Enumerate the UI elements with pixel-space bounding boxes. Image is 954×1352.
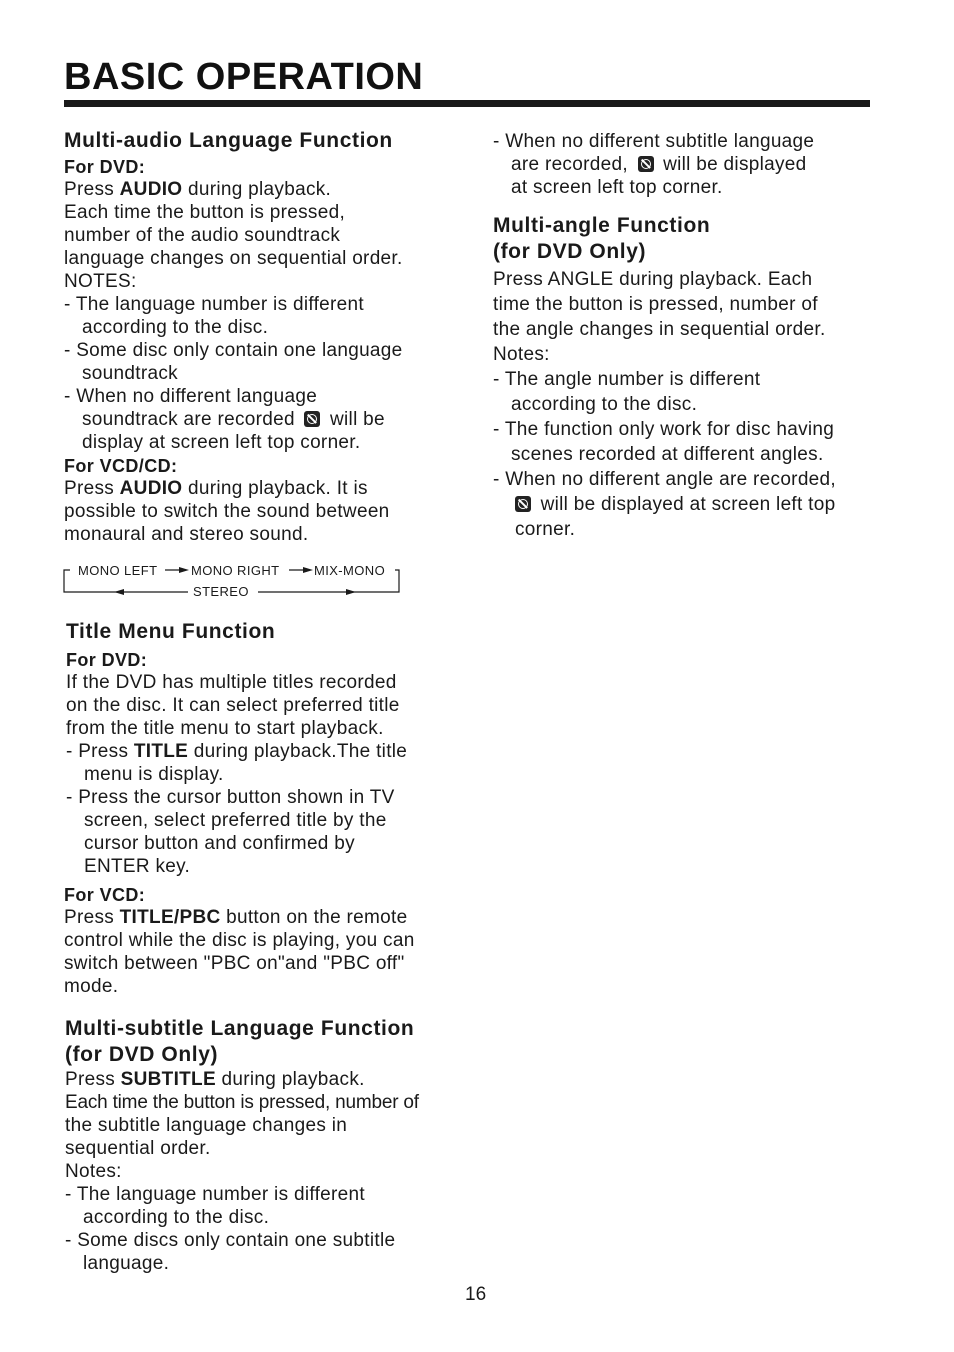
subtitle-heading-sub: (for DVD Only)	[65, 1043, 219, 1066]
audio-press-line	[64, 178, 464, 201]
angle-note: corner.	[515, 519, 576, 540]
angle-note	[493, 492, 913, 517]
title-menu-vcd-line: mode.	[64, 976, 119, 997]
audio-notes-label: NOTES:	[64, 271, 137, 292]
no-entry-icon	[515, 496, 531, 512]
mode-mix-mono: MIX-MONO	[314, 563, 386, 578]
title-menu-line: from the title menu to start playback.	[66, 718, 384, 739]
text: - Press	[66, 741, 134, 762]
angle-note: scenes recorded at different angles.	[511, 444, 824, 465]
subtitle-note	[493, 153, 893, 176]
title-menu-bullet: ENTER key.	[84, 856, 191, 877]
page-number: 16	[465, 1284, 487, 1305]
subtitle-note: at screen left top corner.	[511, 177, 723, 198]
angle-notes-label: Notes:	[493, 344, 550, 365]
title-menu-bullet: - Press the cursor button shown in TV	[66, 787, 395, 808]
text: will be displayed at screen left top	[535, 494, 836, 515]
audio-line: Each time the button is pressed,	[64, 202, 346, 223]
angle-heading-sub: (for DVD Only)	[493, 240, 647, 263]
angle-line: Press ANGLE during playback. Each	[493, 269, 813, 290]
audio-note	[64, 408, 464, 431]
audio-line: language changes on sequential order.	[64, 248, 403, 269]
subtitle-key: SUBTITLE	[120, 1069, 216, 1090]
title-menu-bullet: screen, select preferred title by the	[84, 810, 387, 831]
angle-line: time the button is pressed, number of	[493, 294, 818, 315]
audio-key: AUDIO	[119, 478, 183, 499]
subtitle-notes-label: Notes:	[65, 1161, 122, 1182]
title-menu-line: on the disc. It can select preferred title	[66, 695, 400, 716]
subtitle-note: - Some discs only contain one subtitle	[65, 1230, 396, 1251]
text: button on the remote	[220, 907, 408, 928]
page-title: BASIC OPERATION	[64, 56, 424, 98]
text: during playback.The title	[188, 741, 408, 762]
angle-note: - The function only work for disc having	[493, 419, 835, 440]
subtitle-note: according to the disc.	[83, 1207, 270, 1228]
audio-note: - When no different language	[64, 386, 318, 407]
text: soundtrack are recorded	[82, 409, 301, 430]
title-pbc-key: TITLE/PBC	[119, 907, 221, 928]
title-menu-vcd-line: switch between "PBC on"and "PBC off"	[64, 953, 405, 974]
text: during playback. It is	[182, 478, 368, 499]
audio-line: number of the audio soundtrack	[64, 225, 341, 246]
audio-note: soundtrack	[82, 363, 178, 384]
audio-note: - The language number is different	[64, 294, 364, 315]
audio-note: according to the disc.	[82, 317, 269, 338]
title-menu-bullet: menu is display.	[84, 764, 224, 785]
text: Press	[64, 179, 120, 200]
subtitle-press-line	[65, 1068, 465, 1091]
angle-heading: Multi-angle Function	[493, 214, 711, 237]
subtitle-note: language.	[83, 1253, 170, 1274]
text: Press	[65, 1069, 121, 1090]
subtitle-section	[65, 1016, 465, 1275]
angle-line: the angle changes in sequential order.	[493, 319, 826, 340]
audio-vcd-line: monaural and stereo sound.	[64, 524, 309, 545]
angle-note: - When no different angle are recorded,	[493, 469, 836, 490]
audio-dvd-label: For DVD:	[64, 157, 146, 177]
angle-note: according to the disc.	[511, 394, 698, 415]
text: Press	[64, 907, 120, 928]
text: are recorded,	[511, 154, 634, 175]
title-rule	[64, 100, 870, 107]
text: Press	[64, 478, 120, 499]
mode-mono-left: MONO LEFT	[78, 563, 158, 578]
title-menu-bullet	[66, 740, 466, 763]
audio-vcd-line: possible to switch the sound between	[64, 501, 390, 522]
subtitle-note: - When no different subtitle language	[493, 131, 815, 152]
mode-mono-right: MONO RIGHT	[191, 563, 280, 578]
audio-section	[64, 128, 464, 546]
no-entry-icon	[638, 156, 654, 172]
audio-vcd-line	[64, 477, 464, 500]
audio-key: AUDIO	[119, 179, 183, 200]
no-entry-icon	[304, 411, 320, 427]
text: during playback.	[215, 1069, 365, 1090]
angle-note: - The angle number is different	[493, 369, 761, 390]
subtitle-heading: Multi-subtitle Language Function	[65, 1017, 415, 1040]
title-menu-vcd-line: control while the disc is playing, you can	[64, 930, 415, 951]
title-menu-vcd	[64, 884, 464, 998]
title-menu-line: If the DVD has multiple titles recorded	[66, 672, 397, 693]
title-menu-vcd-label: For VCD:	[64, 885, 146, 905]
title-menu-section	[66, 619, 466, 878]
subtitle-line: the subtitle language changes in	[65, 1115, 348, 1136]
text: during playback.	[182, 179, 332, 200]
text: will be displayed	[657, 154, 807, 175]
audio-vcd-label: For VCD/CD:	[64, 456, 178, 476]
subtitle-note: - The language number is different	[65, 1184, 365, 1205]
title-key: TITLE	[133, 741, 189, 762]
title-menu-dvd-label: For DVD:	[66, 650, 148, 670]
sound-mode-diagram	[62, 560, 402, 599]
audio-note: - Some disc only contain one language	[64, 340, 403, 361]
audio-heading: Multi-audio Language Function	[64, 129, 393, 152]
audio-note: display at screen left top corner.	[82, 432, 361, 453]
subtitle-line: Each time the button is pressed, number of	[65, 1092, 419, 1113]
text: will be	[324, 409, 385, 430]
title-menu-bullet: cursor button and confirmed by	[84, 833, 355, 854]
mode-stereo: STEREO	[193, 584, 249, 599]
subtitle-note-continued	[493, 130, 893, 199]
title-menu-heading: Title Menu Function	[66, 620, 276, 643]
subtitle-line: sequential order.	[65, 1138, 211, 1159]
angle-section	[493, 213, 913, 542]
title-menu-vcd-line	[64, 906, 464, 929]
